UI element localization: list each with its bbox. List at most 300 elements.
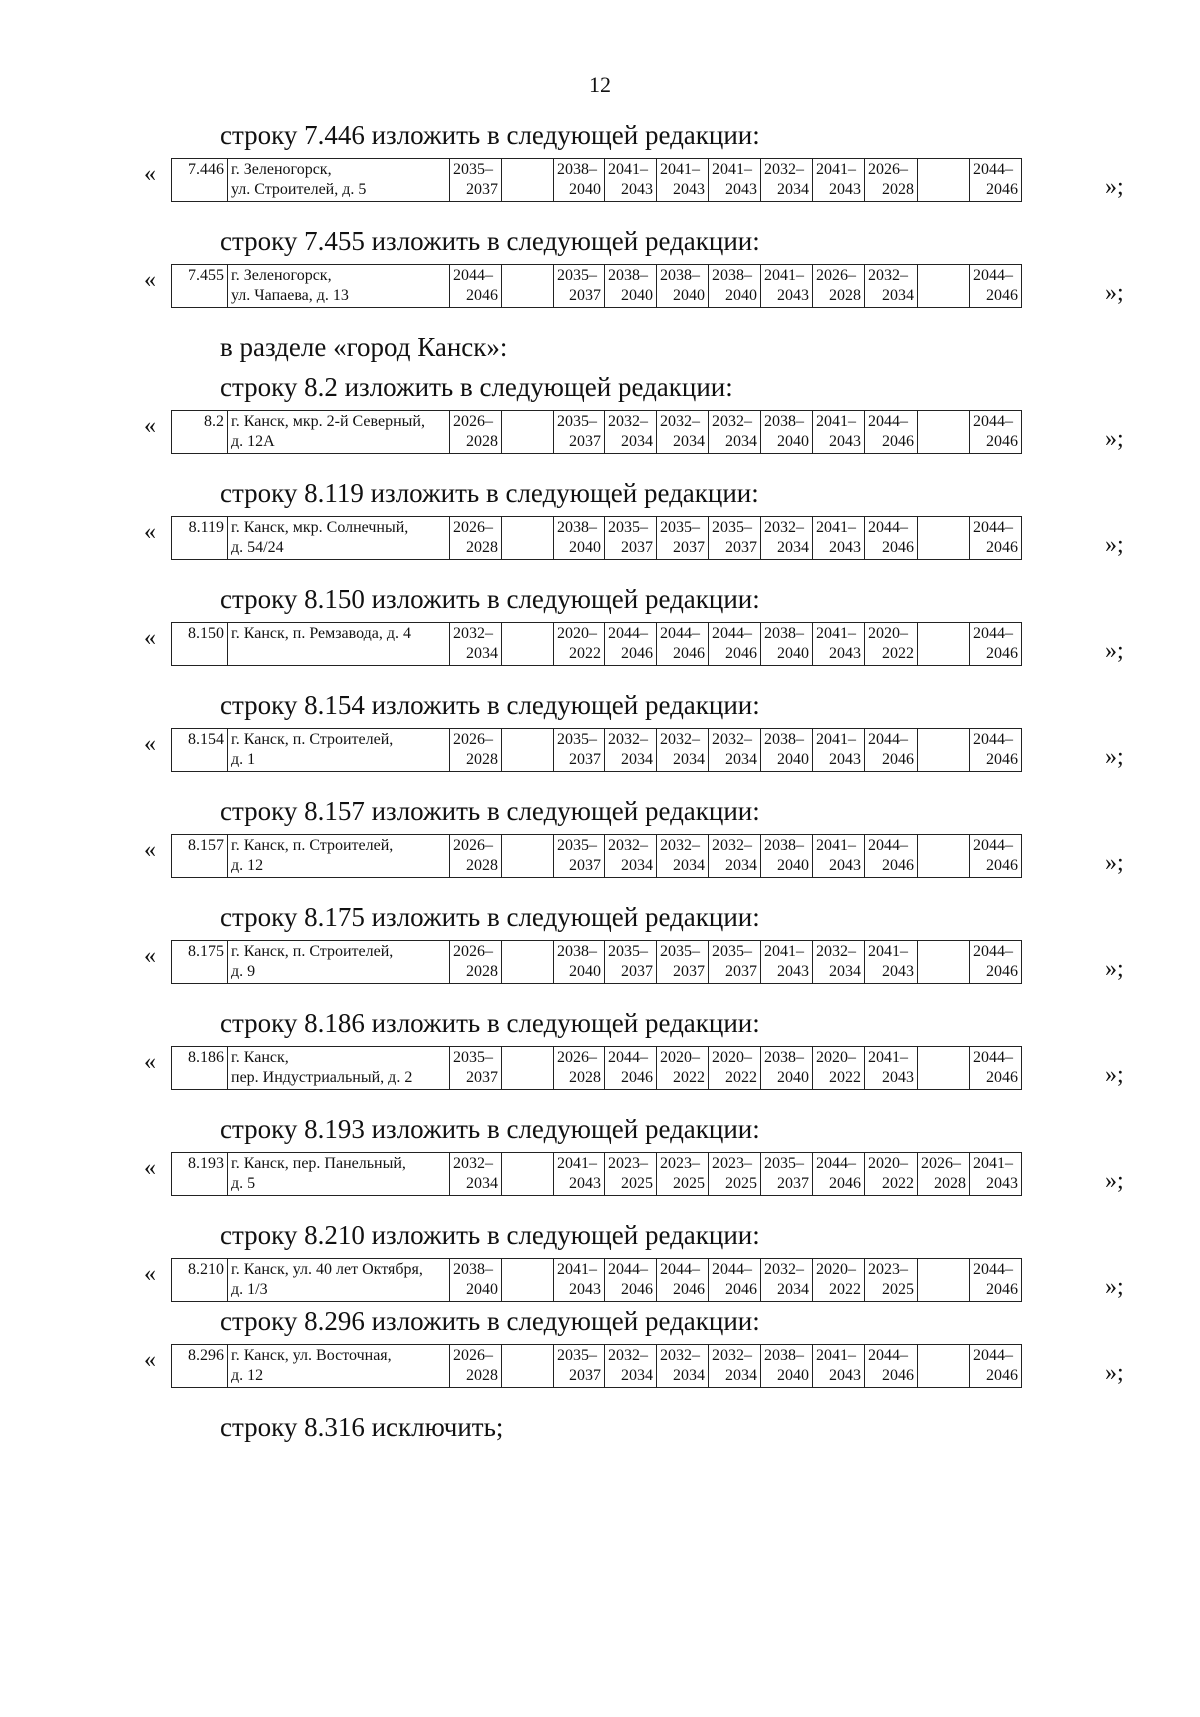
period-start: 2041– xyxy=(557,1155,597,1172)
address-cell xyxy=(228,517,450,560)
period-cell xyxy=(450,941,502,984)
period-cell xyxy=(605,517,657,560)
period-end: 2028 xyxy=(466,1367,498,1384)
quote-close: »; xyxy=(1105,1360,1124,1386)
period-cell xyxy=(709,1153,761,1196)
period-cell xyxy=(502,729,554,772)
address-line: д. 54/24 xyxy=(231,539,284,556)
period-end xyxy=(921,644,966,664)
period-cell xyxy=(865,1047,918,1090)
period-end: 2046 xyxy=(621,1281,653,1298)
instruction-text: строку 8.2 изложить в следующей редакции: xyxy=(220,372,733,402)
address-cell xyxy=(228,1047,450,1090)
period-start xyxy=(505,942,550,962)
period-start: 2041– xyxy=(608,161,648,178)
period-start: 2041– xyxy=(816,161,856,178)
period-cell xyxy=(761,517,813,560)
row-number: 7.446 xyxy=(172,159,228,202)
period-start xyxy=(921,266,966,286)
period-start: 2026– xyxy=(453,943,493,960)
period-end: 2046 xyxy=(986,645,1018,662)
period-end: 2046 xyxy=(882,751,914,768)
period-start: 2038– xyxy=(608,267,648,284)
record-table xyxy=(171,622,1022,666)
period-end: 2022 xyxy=(829,1069,861,1086)
period-cell xyxy=(502,1345,554,1388)
period-start: 2023– xyxy=(608,1155,648,1172)
period-cell xyxy=(709,411,761,454)
quote-open: « xyxy=(144,413,156,439)
quote-open: « xyxy=(144,837,156,863)
period-end: 2040 xyxy=(673,287,705,304)
period-start: 2035– xyxy=(557,413,597,430)
quote-close: »; xyxy=(1105,280,1124,306)
period-end xyxy=(505,180,550,200)
period-end: 2046 xyxy=(829,1175,861,1192)
period-cell xyxy=(865,1345,918,1388)
period-start: 2020– xyxy=(557,625,597,642)
period-start: 2020– xyxy=(816,1261,856,1278)
period-end: 2043 xyxy=(829,539,861,556)
period-start: 2035– xyxy=(608,519,648,536)
period-end: 2022 xyxy=(882,1175,914,1192)
period-cell xyxy=(970,517,1022,560)
period-start: 2032– xyxy=(764,519,804,536)
address-line: д. 1 xyxy=(231,751,256,768)
address-line: г. Канск, мкр. Солнечный, xyxy=(231,519,409,536)
period-end: 2046 xyxy=(673,1281,705,1298)
period-start: 2035– xyxy=(557,267,597,284)
period-start: 2038– xyxy=(660,267,700,284)
period-end: 2034 xyxy=(673,433,705,450)
instruction-text: строку 7.446 изложить в следующей редакции: xyxy=(220,120,760,150)
address-line: г. Зеленогорск, xyxy=(231,267,332,284)
period-cell xyxy=(918,1345,970,1388)
period-end xyxy=(921,286,966,306)
period-end: 2034 xyxy=(466,1175,498,1192)
period-start: 2026– xyxy=(868,161,908,178)
period-end: 2043 xyxy=(986,1175,1018,1192)
period-cell xyxy=(554,517,605,560)
quote-open: « xyxy=(144,161,156,187)
period-cell xyxy=(502,941,554,984)
record-row-8.150 xyxy=(0,622,1200,668)
period-cell xyxy=(918,1259,970,1302)
period-end: 2037 xyxy=(569,1367,601,1384)
period-start: 2035– xyxy=(712,519,752,536)
instruction-text: строку 8.157 изложить в следующей редакции: xyxy=(220,796,760,826)
period-end: 2046 xyxy=(986,857,1018,874)
period-start: 2023– xyxy=(868,1261,908,1278)
record-table xyxy=(171,264,1022,308)
address-line: г. Канск, п. Ремзавода, д. 4 xyxy=(231,625,412,642)
period-end xyxy=(505,1068,550,1088)
period-end: 2046 xyxy=(986,181,1018,198)
period-cell xyxy=(761,265,813,308)
period-start: 2044– xyxy=(973,161,1013,178)
period-cell xyxy=(554,1259,605,1302)
address-cell xyxy=(228,1259,450,1302)
period-end: 2034 xyxy=(621,751,653,768)
period-cell xyxy=(918,265,970,308)
period-end xyxy=(921,180,966,200)
address-line: д. 5 xyxy=(231,1175,256,1192)
period-start: 2035– xyxy=(453,161,493,178)
period-start: 2035– xyxy=(453,1049,493,1066)
record-table xyxy=(171,1046,1022,1090)
period-cell xyxy=(865,941,918,984)
period-start: 2026– xyxy=(453,1347,493,1364)
period-start xyxy=(921,1346,966,1366)
period-start: 2032– xyxy=(660,837,700,854)
period-start: 2032– xyxy=(608,837,648,854)
period-start: 2044– xyxy=(816,1155,856,1172)
period-cell xyxy=(761,1345,813,1388)
period-start: 2038– xyxy=(453,1261,493,1278)
period-cell xyxy=(918,623,970,666)
period-cell xyxy=(502,1259,554,1302)
period-cell xyxy=(761,411,813,454)
period-cell xyxy=(450,1153,502,1196)
row-number: 8.210 xyxy=(172,1259,228,1302)
period-cell xyxy=(813,159,865,202)
period-cell xyxy=(970,623,1022,666)
row-number: 7.455 xyxy=(172,265,228,308)
period-cell xyxy=(865,1153,918,1196)
period-end: 2046 xyxy=(986,963,1018,980)
instruction-text: строку 8.210 изложить в следующей редакции: xyxy=(220,1220,760,1250)
period-cell xyxy=(865,265,918,308)
period-cell xyxy=(554,623,605,666)
address-line: ул. Строителей, д. 5 xyxy=(231,181,367,198)
period-end: 2046 xyxy=(725,1281,757,1298)
period-end: 2022 xyxy=(882,645,914,662)
period-start: 2044– xyxy=(973,1261,1013,1278)
period-cell xyxy=(450,411,502,454)
period-end: 2028 xyxy=(466,433,498,450)
period-cell xyxy=(865,1259,918,1302)
period-end: 2037 xyxy=(673,539,705,556)
period-start: 2044– xyxy=(608,1049,648,1066)
period-start: 2032– xyxy=(764,161,804,178)
period-end: 2034 xyxy=(882,287,914,304)
record-table xyxy=(171,410,1022,454)
period-start: 2032– xyxy=(712,837,752,854)
period-start: 2035– xyxy=(712,943,752,960)
period-start xyxy=(921,624,966,644)
period-cell xyxy=(865,517,918,560)
instruction-text: строку 8.154 изложить в следующей редакции: xyxy=(220,690,760,720)
period-end: 2040 xyxy=(621,287,653,304)
period-start: 2044– xyxy=(868,519,908,536)
period-start xyxy=(921,160,966,180)
period-end: 2046 xyxy=(882,433,914,450)
period-end: 2043 xyxy=(882,1069,914,1086)
period-end: 2046 xyxy=(986,539,1018,556)
period-cell xyxy=(450,1047,502,1090)
period-cell xyxy=(709,941,761,984)
row-number: 8.296 xyxy=(172,1345,228,1388)
period-start: 2044– xyxy=(660,625,700,642)
period-end: 2034 xyxy=(725,433,757,450)
instruction-text: строку 8.316 исключить; xyxy=(220,1412,504,1442)
row-number: 8.2 xyxy=(172,411,228,454)
record-row-7.455 xyxy=(0,264,1200,310)
address-cell xyxy=(228,159,450,202)
period-cell xyxy=(605,729,657,772)
instruction-text: в разделе «город Канск»: xyxy=(220,332,508,362)
period-start: 2041– xyxy=(816,413,856,430)
period-cell xyxy=(761,1153,813,1196)
instruction-text: строку 8.186 изложить в следующей редакции: xyxy=(220,1008,760,1038)
period-end: 2043 xyxy=(777,963,809,980)
period-end: 2034 xyxy=(777,539,809,556)
period-start: 2044– xyxy=(453,267,493,284)
period-cell xyxy=(605,1047,657,1090)
period-cell xyxy=(554,265,605,308)
period-end: 2043 xyxy=(829,857,861,874)
record-table xyxy=(171,158,1022,202)
period-end xyxy=(921,538,966,558)
period-cell xyxy=(450,623,502,666)
period-start: 2020– xyxy=(868,1155,908,1172)
row-number: 8.193 xyxy=(172,1153,228,1196)
period-start: 2032– xyxy=(712,1347,752,1364)
period-start: 2020– xyxy=(816,1049,856,1066)
period-start xyxy=(505,1260,550,1280)
period-end: 2037 xyxy=(673,963,705,980)
period-start: 2041– xyxy=(712,161,752,178)
period-end: 2028 xyxy=(829,287,861,304)
period-end: 2022 xyxy=(673,1069,705,1086)
record-table xyxy=(171,728,1022,772)
period-cell xyxy=(918,1153,970,1196)
quote-close: »; xyxy=(1105,1062,1124,1088)
row-number: 8.119 xyxy=(172,517,228,560)
period-cell xyxy=(605,159,657,202)
address-cell xyxy=(228,623,450,666)
period-start: 2032– xyxy=(453,625,493,642)
period-cell xyxy=(761,1047,813,1090)
period-start: 2041– xyxy=(816,1347,856,1364)
period-end xyxy=(921,962,966,982)
period-end xyxy=(505,1280,550,1300)
period-cell xyxy=(605,835,657,878)
period-cell xyxy=(970,411,1022,454)
period-end: 2043 xyxy=(673,181,705,198)
period-cell xyxy=(709,1047,761,1090)
record-table xyxy=(171,1258,1022,1302)
instruction-text: строку 8.296 изложить в следующей редакции: xyxy=(220,1306,760,1336)
period-end: 2046 xyxy=(725,645,757,662)
period-cell xyxy=(554,1345,605,1388)
address-line: д. 9 xyxy=(231,963,256,980)
period-cell xyxy=(554,1153,605,1196)
period-end xyxy=(921,1366,966,1386)
period-end: 2040 xyxy=(569,539,601,556)
period-end: 2043 xyxy=(829,1367,861,1384)
period-end: 2037 xyxy=(725,963,757,980)
address-line: пер. Индустриальный, д. 2 xyxy=(231,1069,413,1086)
period-end: 2043 xyxy=(569,1175,601,1192)
quote-open: « xyxy=(144,267,156,293)
period-cell xyxy=(970,729,1022,772)
record-row-8.175 xyxy=(0,940,1200,986)
period-start: 2044– xyxy=(973,413,1013,430)
quote-close: »; xyxy=(1105,850,1124,876)
period-end xyxy=(921,1068,966,1088)
period-cell xyxy=(657,1153,709,1196)
period-cell xyxy=(865,159,918,202)
period-start xyxy=(921,518,966,538)
period-end: 2022 xyxy=(569,645,601,662)
address-line: д. 1/3 xyxy=(231,1281,268,1298)
period-start xyxy=(921,942,966,962)
period-end: 2043 xyxy=(621,181,653,198)
address-line: д. 12 xyxy=(231,857,264,874)
period-cell xyxy=(450,517,502,560)
period-start: 2026– xyxy=(557,1049,597,1066)
period-cell xyxy=(450,265,502,308)
period-end xyxy=(921,1280,966,1300)
period-cell xyxy=(605,1153,657,1196)
address-cell xyxy=(228,1153,450,1196)
quote-close: »; xyxy=(1105,426,1124,452)
period-start: 2035– xyxy=(608,943,648,960)
period-cell xyxy=(813,1259,865,1302)
period-start: 2032– xyxy=(660,731,700,748)
quote-close: »; xyxy=(1105,956,1124,982)
period-cell xyxy=(709,835,761,878)
period-cell xyxy=(657,835,709,878)
period-end: 2046 xyxy=(673,645,705,662)
period-end: 2034 xyxy=(621,857,653,874)
period-start: 2041– xyxy=(816,625,856,642)
period-start: 2020– xyxy=(868,625,908,642)
period-cell xyxy=(657,941,709,984)
period-start: 2035– xyxy=(557,1347,597,1364)
period-cell xyxy=(709,159,761,202)
period-end: 2046 xyxy=(986,751,1018,768)
record-row-8.210 xyxy=(0,1258,1200,1304)
period-cell xyxy=(813,265,865,308)
period-start: 2044– xyxy=(608,1261,648,1278)
period-end xyxy=(505,856,550,876)
record-table xyxy=(171,516,1022,560)
period-cell xyxy=(970,159,1022,202)
period-end: 2034 xyxy=(725,1367,757,1384)
period-start xyxy=(921,836,966,856)
quote-open: « xyxy=(144,519,156,545)
period-end: 2034 xyxy=(673,751,705,768)
period-start: 2044– xyxy=(608,625,648,642)
period-cell xyxy=(918,1047,970,1090)
period-cell xyxy=(450,159,502,202)
period-end: 2034 xyxy=(466,645,498,662)
quote-open: « xyxy=(144,1347,156,1373)
period-end: 2034 xyxy=(829,963,861,980)
period-start: 2041– xyxy=(973,1155,1013,1172)
period-cell xyxy=(502,265,554,308)
period-end: 2046 xyxy=(882,1367,914,1384)
period-start: 2032– xyxy=(453,1155,493,1172)
period-end xyxy=(505,432,550,452)
address-line: г. Зеленогорск, xyxy=(231,161,332,178)
period-end: 2028 xyxy=(466,963,498,980)
period-start xyxy=(505,412,550,432)
period-start: 2044– xyxy=(868,413,908,430)
row-number: 8.150 xyxy=(172,623,228,666)
period-start: 2038– xyxy=(764,413,804,430)
period-start: 2044– xyxy=(973,267,1013,284)
period-end: 2034 xyxy=(725,751,757,768)
period-start: 2044– xyxy=(660,1261,700,1278)
period-cell xyxy=(970,1345,1022,1388)
address-line: д. 12А xyxy=(231,433,275,450)
period-start: 2041– xyxy=(816,519,856,536)
period-end: 2040 xyxy=(777,433,809,450)
period-end: 2025 xyxy=(673,1175,705,1192)
period-cell xyxy=(502,411,554,454)
quote-close: »; xyxy=(1105,1168,1124,1194)
period-end: 2034 xyxy=(621,1367,653,1384)
row-number: 8.186 xyxy=(172,1047,228,1090)
period-start: 2020– xyxy=(660,1049,700,1066)
period-start: 2032– xyxy=(712,731,752,748)
period-cell xyxy=(554,411,605,454)
period-cell xyxy=(502,1047,554,1090)
period-start: 2026– xyxy=(453,731,493,748)
period-end: 2037 xyxy=(569,857,601,874)
period-cell xyxy=(813,623,865,666)
period-start: 2044– xyxy=(973,943,1013,960)
period-end: 2034 xyxy=(621,433,653,450)
period-cell xyxy=(657,517,709,560)
period-end: 2037 xyxy=(569,751,601,768)
period-cell xyxy=(761,835,813,878)
row-number: 8.157 xyxy=(172,835,228,878)
period-start: 2044– xyxy=(973,731,1013,748)
row-number: 8.154 xyxy=(172,729,228,772)
period-cell xyxy=(970,1047,1022,1090)
period-start: 2038– xyxy=(557,519,597,536)
quote-open: « xyxy=(144,1049,156,1075)
period-start: 2026– xyxy=(816,267,856,284)
period-start xyxy=(505,518,550,538)
period-start: 2035– xyxy=(764,1155,804,1172)
period-start xyxy=(505,1346,550,1366)
period-end: 2040 xyxy=(466,1281,498,1298)
period-end: 2043 xyxy=(829,751,861,768)
address-line: д. 12 xyxy=(231,1367,264,1384)
instruction-text: строку 7.455 изложить в следующей редакции: xyxy=(220,226,760,256)
period-cell xyxy=(657,265,709,308)
period-start: 2044– xyxy=(712,1261,752,1278)
period-start xyxy=(505,266,550,286)
address-line: г. Канск, пер. Панельный, xyxy=(231,1155,406,1172)
quote-open: « xyxy=(144,625,156,651)
period-start xyxy=(505,624,550,644)
page-number: 12 xyxy=(589,72,611,97)
period-end: 2046 xyxy=(621,1069,653,1086)
period-cell xyxy=(918,411,970,454)
period-end: 2037 xyxy=(725,539,757,556)
period-start: 2032– xyxy=(764,1261,804,1278)
period-end xyxy=(505,286,550,306)
period-cell xyxy=(813,1345,865,1388)
period-cell xyxy=(813,835,865,878)
period-cell xyxy=(970,265,1022,308)
